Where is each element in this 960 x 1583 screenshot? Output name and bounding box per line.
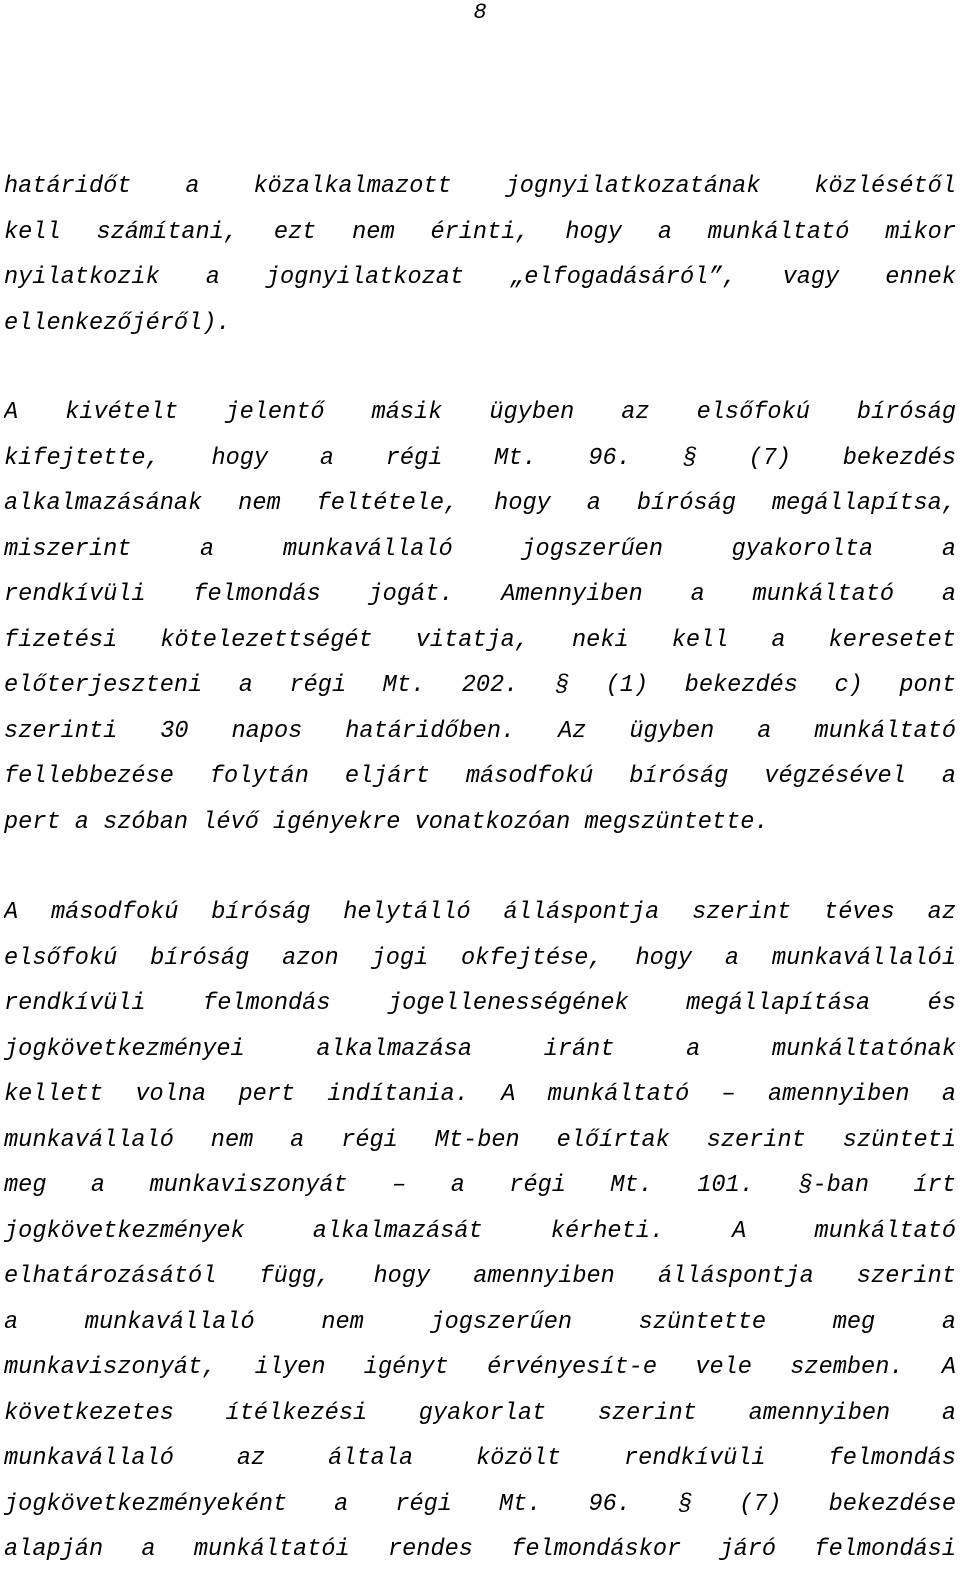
text-line: rendkívüli felmondás jogellenességének megállapítása és — [4, 990, 956, 1017]
text-line: alkalmazásának nem feltétele, hogy a bíróság megállapítsa, — [4, 490, 956, 517]
text-line: ellenkezőjéről). — [4, 309, 231, 337]
text-line: elsőfokú bíróság azon jogi okfejtése, hogy a munkavállalói — [4, 944, 956, 972]
text-line: következetes ítélkezési gyakorlat szerint amennyiben a — [4, 1399, 956, 1427]
text-line: meg a munkaviszonyát – a régi Mt. 101. §-ban írt — [4, 1172, 956, 1199]
text-line: A kivételt jelentő másik ügyben az elsőfokú bíróság — [4, 399, 956, 426]
text-line: jogkövetkezmények alkalmazását kérheti. A munkáltató — [4, 1217, 956, 1245]
text-line: miszerint a munkavállaló jogszerűen gyakorolta a — [4, 535, 956, 563]
text-line: jogkövetkezményeként a régi Mt. 96. § (7) bekezdése — [4, 1490, 956, 1518]
paragraph-3 — [4, 898, 956, 1581]
text-line: elhatározásától függ, hogy amennyiben álláspontja szerint — [4, 1263, 956, 1290]
text-line: a munkavállaló nem jogszerűen szüntette meg a — [4, 1308, 956, 1336]
text-line: fizetési kötelezettségét vitatja, neki kell a keresetet — [4, 626, 956, 654]
page-number: 8 — [473, 0, 487, 25]
text-line: nyilatkozik a jognyilatkozat „elfogadásáról”, vagy ennek — [4, 264, 956, 291]
text-line: kifejtette, hogy a régi Mt. 96. § (7) bekezdés — [4, 444, 956, 472]
text-line: kellett volna pert indítania. A munkáltató – amennyiben a — [4, 1081, 956, 1108]
text-line: szerinti 30 napos határidőben. Az ügyben a munkáltató — [4, 717, 956, 745]
text-line: rendkívüli felmondás jogát. Amennyiben a munkáltató a — [4, 581, 956, 608]
text-line: fellebbezése folytán eljárt másodfokú bíróság végzésével a — [4, 763, 956, 790]
text-line: határidőt a közalkalmazott jognyilatkozatának közlésétől — [4, 173, 956, 200]
text-line: alapján a munkáltatói rendes felmondáskor járó felmondási — [4, 1536, 956, 1563]
text-line: pert a szóban lévő igényekre vonatkozóan megszüntette. — [4, 808, 769, 836]
text-line: kell számítani, ezt nem érinti, hogy a munkáltató mikor — [4, 218, 956, 246]
text-line: munkavállaló az általa közölt rendkívüli felmondás — [4, 1445, 956, 1472]
text-line: munkaviszonyát, ilyen igényt érvényesít-e vele szemben. A — [4, 1354, 956, 1381]
text-line: előterjeszteni a régi Mt. 202. § (1) bekezdés c) pont — [4, 672, 956, 699]
paragraph-2 — [4, 398, 956, 853]
text-line: A másodfokú bíróság helytálló álláspontja szerint téves az — [4, 899, 956, 926]
text-line: jogkövetkezményei alkalmazása iránt a munkáltatónak — [4, 1035, 956, 1063]
text-line: munkavállaló nem a régi Mt-ben előírtak szerint szünteti — [4, 1126, 956, 1154]
paragraph-1 — [4, 172, 956, 354]
